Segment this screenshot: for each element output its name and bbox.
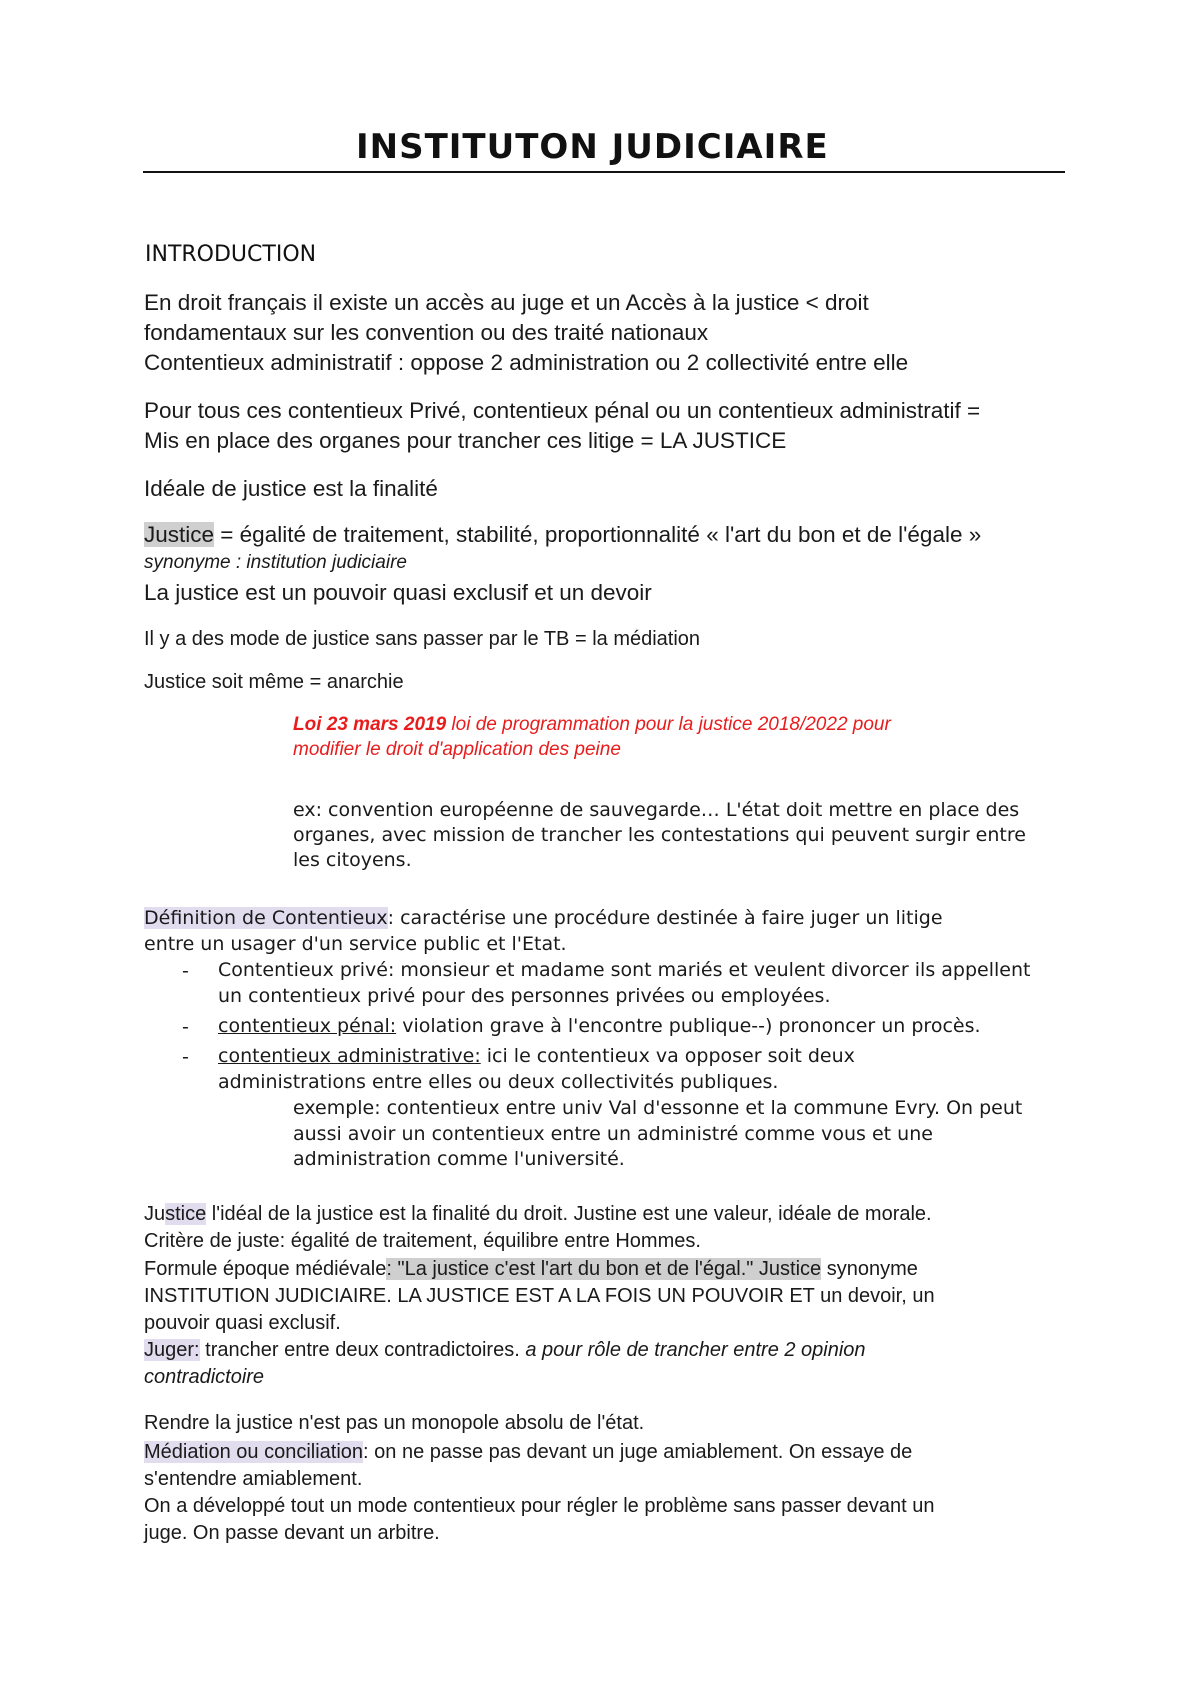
bullet-example-line: administration comme l'université. — [293, 1148, 625, 1170]
document-title: INSTITUTON JUDICIAIRE — [356, 127, 829, 167]
highlighted-term: Justice — [144, 522, 215, 547]
bullet-example-line: aussi avoir un contentieux entre un administré comme vous et une — [293, 1123, 933, 1145]
title-underline — [143, 171, 1065, 173]
highlighted-term: stice — [165, 1203, 207, 1225]
paragraph-line: En droit français il existe un accès au juge et un Accès à la justice < droit — [144, 290, 869, 315]
highlighted-term: Juger: — [144, 1339, 200, 1361]
highlighted-term: Définition de Contentieux — [144, 907, 388, 929]
example-line: ex: convention européenne de sauvegarde… L'état doit mettre en place des — [293, 799, 1020, 821]
paragraph-line — [144, 1258, 918, 1281]
example-line: organes, avec mission de trancher les contestations qui peuvent surgir entre — [293, 824, 1026, 846]
paragraph-text: = égalité de traitement, stabilité, proportionnalité « l'art du bon et de l'égale » — [214, 522, 982, 547]
paragraph-line: Contentieux administratif : oppose 2 administration ou 2 collectivité entre elle — [144, 350, 909, 375]
definition-text: : caractérise une procédure destinée à faire juger un litige — [387, 907, 943, 929]
section-heading-introduction: INTRODUCTION — [145, 242, 317, 267]
paragraph-line — [144, 1203, 932, 1226]
paragraph-line: Idéale de justice est la finalité — [144, 476, 438, 501]
synonym-note: synonyme : institution judiciaire — [144, 552, 407, 573]
paragraph-line: La justice est un pouvoir quasi exclusif et un devoir — [144, 580, 652, 605]
bullet-dash: - — [182, 1046, 189, 1068]
paragraph-line: INSTITUTION JUDICIAIRE. LA JUSTICE EST A LA FOIS UN POUVOIR ET un devoir, un — [144, 1285, 935, 1307]
paragraph-line: fondamentaux sur les convention ou des traité nationaux — [144, 320, 709, 345]
paragraph-line: contradictoire — [144, 1366, 265, 1388]
bullet-line: administrations entre elles ou deux collectivités publiques. — [218, 1071, 779, 1093]
paragraph-line: Justice soit même = anarchie — [144, 671, 404, 693]
paragraph-line: Pour tous ces contentieux Privé, contentieux pénal ou un contentieux administratif = — [144, 398, 981, 423]
bullet-dash: - — [182, 960, 189, 982]
paragraph-text: trancher entre deux contradictoires. — [199, 1339, 526, 1361]
paragraph-line: Rendre la justice n'est pas un monopole absolu de l'état. — [144, 1412, 645, 1434]
paragraph-text: Formule époque médiévale — [144, 1258, 387, 1280]
paragraph-text: l'idéal de la justice est la finalité du droit. Justine est une valeur, idéale de morale. — [206, 1203, 932, 1225]
example-line: les citoyens. — [293, 849, 412, 871]
paragraph-line — [144, 1339, 866, 1362]
underlined-term: contentieux pénal: — [218, 1015, 397, 1037]
bullet-example-line: exemple: contentieux entre univ Val d'essonne et la commune Evry. On peut — [293, 1097, 1023, 1119]
paragraph-line — [144, 1441, 912, 1464]
bullet-text: violation grave à l'encontre publique--) prononcer un procès. — [396, 1015, 981, 1037]
law-reference-bold: Loi 23 mars 2019 — [293, 714, 447, 735]
definition-line — [144, 908, 943, 930]
law-reference-line: modifier le droit d'application des peine — [293, 739, 621, 760]
paragraph-line: Il y a des mode de justice sans passer par le TB = la médiation — [144, 628, 701, 650]
paragraph-line: Critère de juste: égalité de traitement, équilibre entre Hommes. — [144, 1230, 701, 1252]
paragraph-line: juge. On passe devant un arbitre. — [144, 1522, 440, 1544]
italic-text: a pour rôle de trancher entre 2 opinion — [525, 1339, 866, 1361]
law-reference — [293, 714, 891, 736]
highlighted-term: Médiation ou conciliation — [144, 1441, 364, 1463]
highlighted-quote: : "La justice c'est l'art du bon et de l'égal." Justice — [386, 1258, 822, 1280]
paragraph-line: Mis en place des organes pour trancher ces litige = LA JUSTICE — [144, 428, 787, 453]
law-reference-text: loi de programmation pour la justice 2018/2022 pour — [446, 714, 891, 735]
paragraph-text: synonyme — [821, 1258, 918, 1280]
bullet-text: ici le contentieux va opposer soit deux — [480, 1045, 855, 1067]
paragraph-line: s'entendre amiablement. — [144, 1468, 363, 1490]
underlined-term: contentieux administrative: — [218, 1045, 481, 1067]
bullet-line: un contentieux privé pour des personnes privées ou employées. — [218, 985, 831, 1007]
paragraph-line — [144, 522, 981, 548]
definition-line: entre un usager d'un service public et l'Etat. — [144, 933, 567, 955]
paragraph-line: pouvoir quasi exclusif. — [144, 1312, 341, 1334]
paragraph-line: On a développé tout un mode contentieux pour régler le problème sans passer devant un — [144, 1495, 935, 1517]
paragraph-text: : on ne passe pas devant un juge amiablement. On essaye de — [363, 1441, 913, 1463]
bullet-line: Contentieux privé: monsieur et madame sont mariés et veulent divorcer ils appellent — [218, 959, 1031, 981]
bullet-line — [218, 1016, 981, 1038]
paragraph-text: Ju — [144, 1203, 166, 1225]
bullet-line — [218, 1046, 855, 1068]
bullet-dash: - — [182, 1016, 189, 1038]
